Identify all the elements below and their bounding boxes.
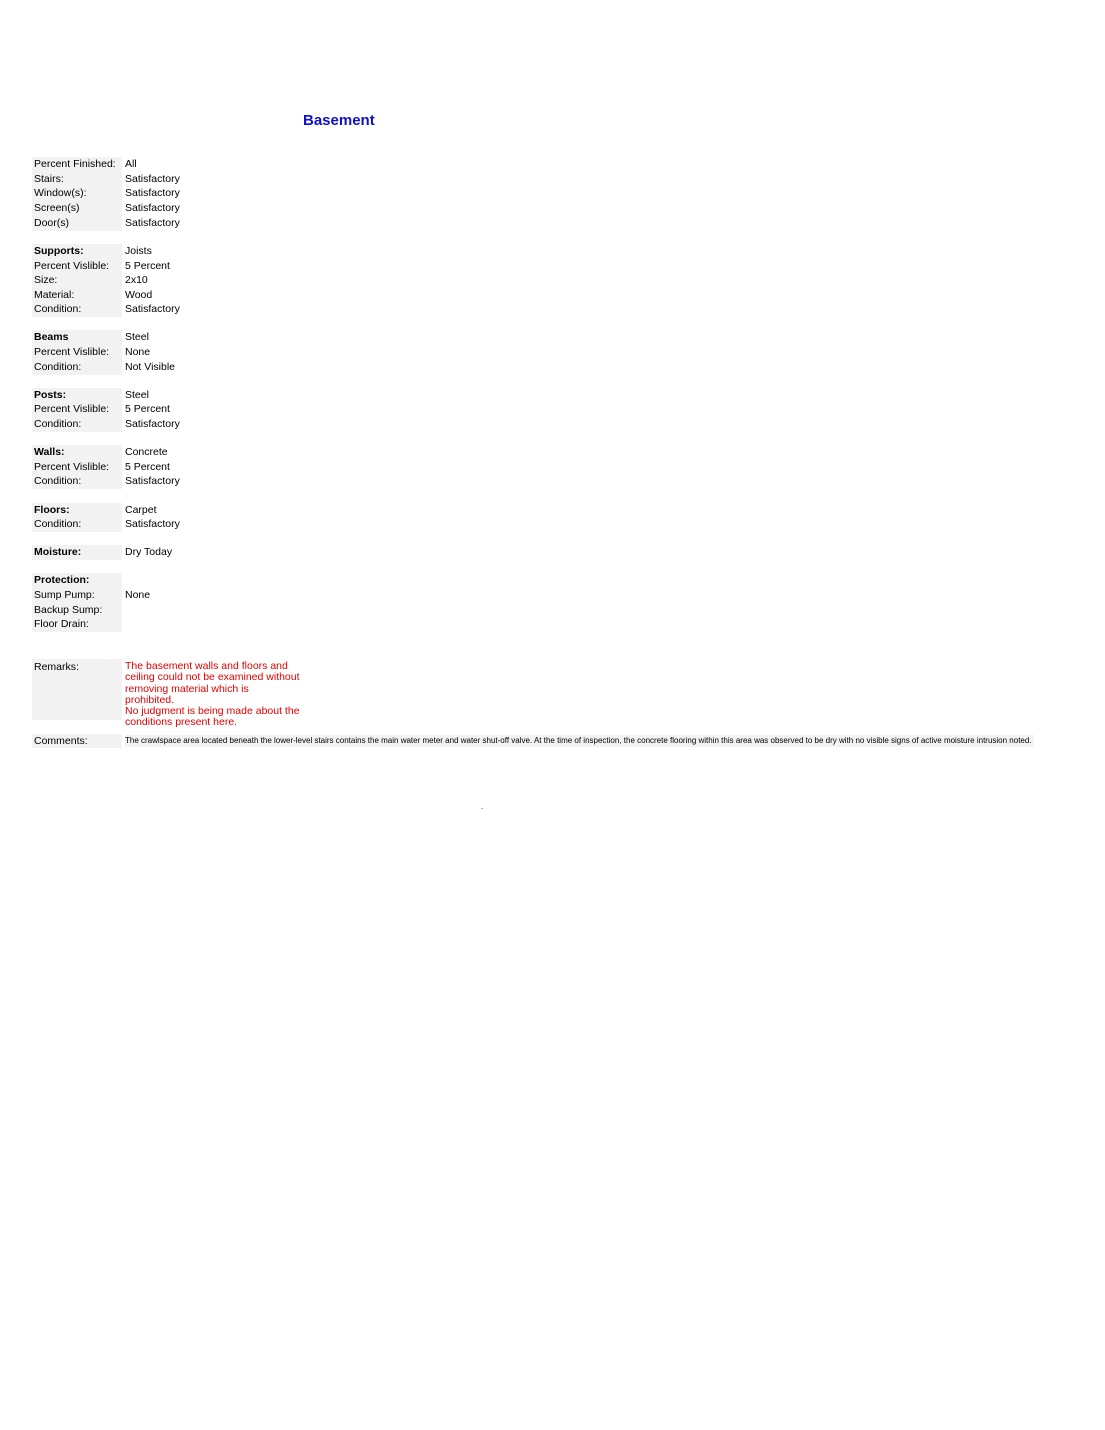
field-label: Size:: [32, 273, 122, 288]
field-value: Dry Today: [125, 546, 173, 558]
field-row: [32, 417, 332, 432]
field-label: Condition:: [32, 417, 122, 432]
field-value: Satisfactory: [125, 187, 180, 199]
field-value: 2x10: [125, 274, 148, 286]
field-label: Sump Pump:: [32, 588, 122, 603]
field-row: [32, 603, 332, 618]
section-heading-row: [32, 244, 332, 259]
field-row: [32, 186, 332, 201]
field-row: [32, 474, 332, 489]
field-row: [32, 288, 332, 303]
remarks-line: removing material which is prohibited.: [125, 682, 249, 706]
field-value: None: [125, 589, 151, 601]
field-value: Joists: [125, 245, 152, 257]
field-value: Satisfactory: [125, 475, 180, 487]
remarks-line: conditions present here.: [125, 716, 238, 729]
field-label: Condition:: [32, 302, 122, 317]
field-label: Stairs:: [32, 172, 122, 187]
field-label: Percent Finished:: [32, 157, 122, 172]
field-label: Condition:: [32, 517, 122, 532]
field-value: 5 Percent: [125, 461, 170, 473]
field-value: Satisfactory: [125, 418, 180, 430]
field-row: [32, 259, 332, 274]
remarks-label: Remarks:: [32, 659, 122, 720]
field-label: Percent Vislible:: [32, 259, 122, 274]
field-row: [32, 201, 332, 216]
section-heading-row: [32, 503, 332, 518]
field-row: [32, 360, 332, 375]
field-value: Not Visible: [125, 361, 175, 373]
field-value: Concrete: [125, 446, 168, 458]
field-value: None: [125, 346, 151, 358]
field-label: Backup Sump:: [32, 603, 122, 618]
section-heading: Posts:: [32, 388, 122, 403]
comments-label: Comments:: [32, 734, 122, 748]
field-row: [32, 617, 332, 632]
page-title: Basement: [303, 112, 375, 129]
section-heading-row: [32, 545, 332, 560]
field-value: Steel: [125, 331, 149, 343]
field-value: Satisfactory: [125, 217, 180, 229]
section-heading: Beams: [32, 330, 122, 345]
field-row: [32, 517, 332, 532]
section-heading-row: [32, 445, 332, 460]
field-label: Percent Vislible:: [32, 460, 122, 475]
field-value: Satisfactory: [125, 518, 180, 530]
field-row: [32, 216, 332, 231]
field-value: Satisfactory: [125, 173, 180, 185]
field-value: All: [125, 158, 137, 170]
section-heading: Supports:: [32, 244, 122, 259]
field-label: Material:: [32, 288, 122, 303]
field-label: Screen(s): [32, 201, 122, 216]
remarks-line: No judgment is being made about the: [125, 705, 300, 718]
section-heading: Floors:: [32, 503, 122, 518]
field-label: Condition:: [32, 474, 122, 489]
field-value: Wood: [125, 289, 153, 301]
field-row: [32, 157, 332, 172]
section-heading-row: [32, 388, 332, 403]
field-row: [32, 345, 332, 360]
section-heading-row: [32, 330, 332, 345]
footer-mark: .: [481, 802, 484, 811]
field-row: [32, 172, 332, 187]
field-value: 5 Percent: [125, 403, 170, 415]
remarks-line: ceiling could not be examined without: [125, 671, 300, 684]
field-row: [32, 402, 332, 417]
field-label: Percent Vislible:: [32, 345, 122, 360]
field-label: Floor Drain:: [32, 617, 122, 632]
comments-text: The crawlspace area located beneath the lower-level stairs contains the main water meter and water shut-off valve. At the time of inspection, the concrete flooring within this area was observed to be dry with no visible signs of active moisture intrusion noted.: [125, 736, 1032, 745]
field-label: Percent Vislible:: [32, 402, 122, 417]
field-row: [32, 273, 332, 288]
field-label: Condition:: [32, 360, 122, 375]
field-label: Door(s): [32, 216, 122, 231]
field-value: Satisfactory: [125, 303, 180, 315]
field-value: Steel: [125, 389, 149, 401]
field-row: [32, 302, 332, 317]
field-value: Satisfactory: [125, 202, 180, 214]
field-value: Carpet: [125, 504, 157, 516]
field-label: Window(s):: [32, 186, 122, 201]
section-heading: Moisture:: [32, 545, 122, 560]
field-value: 5 Percent: [125, 260, 170, 272]
section-heading-row: [32, 573, 332, 588]
field-row: [32, 460, 332, 475]
remarks-text: [125, 661, 300, 729]
field-row: [32, 588, 332, 603]
remarks-line: The basement walls and floors and: [125, 660, 288, 672]
section-heading: Walls:: [32, 445, 122, 460]
section-heading: Protection:: [32, 573, 122, 588]
